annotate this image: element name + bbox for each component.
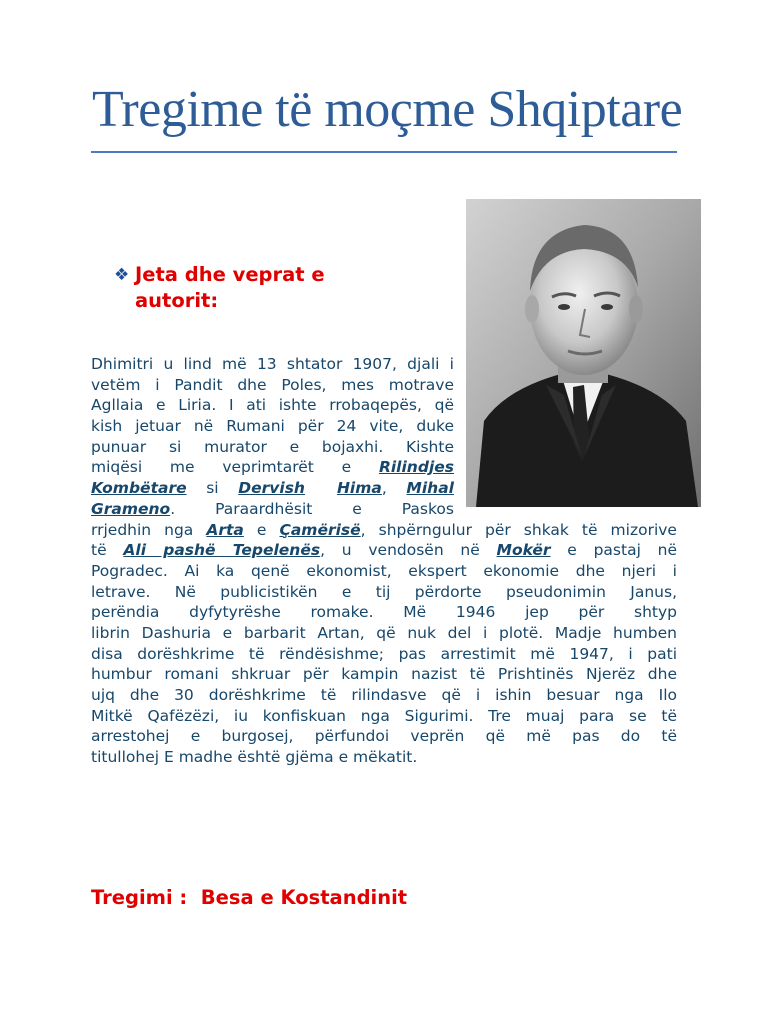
bio-text: . Paraardhësit e Paskos xyxy=(170,499,454,518)
bio-text: si xyxy=(206,479,219,498)
bio-line: Dhimitri u lind më 13 shtator 1907, djali i xyxy=(91,355,454,373)
bio-text: , shpërngulur për shkak të mizorive xyxy=(360,520,677,539)
bio-line xyxy=(91,478,454,499)
bio-text: rrjedhin nga xyxy=(91,520,194,539)
bio-line: humbur romani shkruar për kampin nazist të Prishtinës Njerëz dhe xyxy=(91,665,677,684)
bio-line: perëndia dyfytyrëshe romake. Më 1946 jep për shtyp xyxy=(91,603,677,622)
bio-line xyxy=(91,520,677,541)
bio-text: e xyxy=(256,520,267,539)
bio-line: Mitkë Qafëzëzi, iu konfiskuan nga Sigurimi. Tre muaj para se të xyxy=(91,706,677,725)
link-kombetare[interactable]: Kombëtare xyxy=(91,479,187,498)
bio-text: të xyxy=(91,541,107,560)
bio-line xyxy=(91,540,677,561)
section-heading xyxy=(114,262,414,314)
link-cameri[interactable]: Çamërisë xyxy=(279,520,361,539)
bio-text: miqësi me veprimtarët e xyxy=(91,458,352,477)
bio-text: , xyxy=(381,479,387,498)
bio-line: kish jetuar në Rumani për 24 vite, duke xyxy=(91,417,454,436)
bio-line: titullohej E madhe është gjëma e mëkatit. xyxy=(91,748,418,767)
link-dervish-hima[interactable] xyxy=(238,479,382,497)
bio-line: disa dorëshkrime të rëndësishme; pas arrestimit më 1947, i pati xyxy=(91,644,677,663)
link-moker[interactable]: Mokër xyxy=(496,541,551,560)
link-rilindjes[interactable]: Rilindjes xyxy=(378,458,454,477)
bio-line: arrestohej e burgosej, përfundoi veprën që më pas do të xyxy=(91,727,677,746)
link-arta[interactable]: Arta xyxy=(206,520,244,539)
section-heading-line1: Jeta dhe veprat e xyxy=(135,263,325,286)
diamond-bullet-icon: ❖ xyxy=(114,265,130,285)
bio-text: e pastaj në xyxy=(567,541,677,560)
link-hima-text: Hima xyxy=(336,479,382,498)
bio-line xyxy=(91,499,454,520)
bio-line: librin Dashuria e barbarit Artan, që nuk del i plotë. Madje humben xyxy=(91,623,677,642)
page-title: Tregime të moçme Shqiptare xyxy=(92,81,683,138)
title-underline xyxy=(91,151,677,153)
link-mihal[interactable]: Mihal xyxy=(406,479,454,498)
bio-line xyxy=(91,457,454,478)
section-heading-line2: autorit: xyxy=(135,289,219,312)
link-grameno[interactable]: Grameno xyxy=(91,499,171,518)
bio-text: , u vendosën në xyxy=(320,541,480,560)
bio-line: punuar si murator e bojaxhi. Kishte xyxy=(91,437,454,456)
bio-line: vetëm i Pandit dhe Poles, mes motrave xyxy=(91,375,454,394)
bio-line: ujq dhe 30 dorëshkrime të rilindasve që i ishin besuar nga Ilo xyxy=(91,686,677,704)
biography-paragraph xyxy=(91,354,677,768)
bio-line: letrave. Në publicistikën e tij përdorte pseudonimin Janus, xyxy=(91,582,677,601)
bio-line: Agllaia e Liria. I ati ishte rrobaqepës, që xyxy=(91,396,454,415)
story-heading: Tregimi : Besa e Kostandinit xyxy=(91,886,408,909)
link-dervish-text: Dervish xyxy=(238,479,305,498)
link-ali-pashe[interactable]: Ali pashë Tepelenës xyxy=(123,541,321,560)
bio-line: Pogradec. Ai ka qenë ekonomist, ekspert ekonomie dhe njeri i xyxy=(91,561,677,580)
